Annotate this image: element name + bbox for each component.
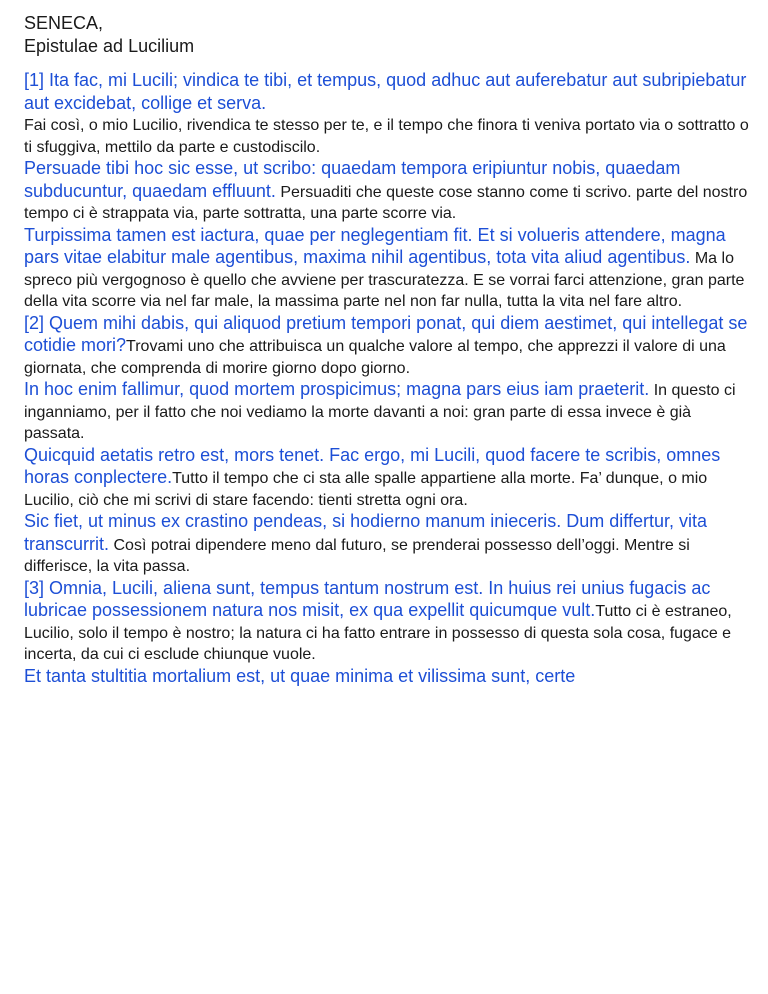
latin-passage-5: In hoc enim fallimur, quod mortem prospicimus; magna pars eius iam praeterit. [24, 379, 650, 399]
italian-translation-5: In questo ci inganniamo, per il fatto che noi vediamo la morte davanti a noi: gran parte di essa invece è già passata. [24, 382, 736, 442]
italian-translation-3: Ma lo spreco più vergognoso è quello che avviene per trascuratezza. E se vorrai farci attenzione, gran parte della vita scorre via nel far male, la massima parte nel non far nulla, tutta la vita nel fare altro. [24, 250, 745, 310]
latin-passage-7: Sic fiet, ut minus ex crastino pendeas, si hodierno manum inieceris. Dum differtur, vita transcurrit. [24, 511, 707, 554]
italian-translation-2: Persuaditi che queste cose stanno come ti scrivo. parte del nostro tempo ci è strappata via, parte sottratta, una parte scorre via. [24, 183, 748, 222]
author-heading: SENECA, [24, 13, 104, 33]
latin-passage-9: Et tanta stultitia mortalium est, ut quae minima et vilissima sunt, certe [24, 665, 576, 686]
italian-translation-7: Così potrai dipendere meno dal futuro, se prenderai possesso dell’oggi. Mentre si differisce, la vita passa. [24, 536, 690, 575]
italian-translation-4: Trovami uno che attribuisca un qualche valore al tempo, che apprezzi il valore di una giornata, che comprenda di morire giorno dopo giorno. [24, 338, 726, 377]
latin-passage-1: [1] Ita fac, mi Lucili; vindica te tibi, et tempus, quod adhuc aut auferebatur aut subripiebatur aut excidebat, collige et serva. [24, 70, 747, 113]
heading-spacer [24, 58, 750, 70]
latin-passage-4: [2] Quem mihi dabis, qui aliquod pretium tempori ponat, qui diem aestimet, qui intellegat se cotidie mori? [24, 312, 748, 355]
latin-passage-6: Quicquid aetatis retro est, mors tenet. Fac ergo, mi Lucili, quod facere te scribis, omnes horas conplectere. [24, 444, 721, 487]
work-title: Epistulae ad Lucilium [24, 36, 195, 56]
latin-passage-3: Turpissima tamen est iactura, quae per neglegentiam fit. Et si volueris attendere, magna pars vitae elabitur male agentibus, maxima nihil agentibus, tota vita aliud agentibus. [24, 224, 726, 267]
document-page [24, 12, 750, 688]
bilingual-text [24, 70, 750, 688]
latin-passage-8: [3] Omnia, Lucili, aliena sunt, tempus tantum nostrum est. In huius rei unius fugacis ac lubricae possessionem natura nos misit, ex qua expellit quicumque vult. [24, 577, 711, 620]
italian-translation-8: Tutto ci è estraneo, Lucilio, solo il tempo è nostro; la natura ci ha fatto entrare in possesso di questa sola cosa, fugace e incerta, da cui ci esclude chiunque vuole. [24, 603, 732, 663]
italian-translation-1: Fai così, o mio Lucilio, rivendica te stesso per te, e il tempo che finora ti veniva portato via o sottratto o ti sfuggiva, mettilo da parte e custodiscilo. [24, 117, 749, 156]
italian-translation-6: Tutto il tempo che ci sta alle spalle appartiene alla morte. Fa’ dunque, o mio Lucilio, ciò che mi scrivi di stare facendo: tienti stretta ogni ora. [24, 470, 708, 509]
latin-passage-2: Persuade tibi hoc sic esse, ut scribo: quaedam tempora eripiuntur nobis, quaedam subducuntur, quaedam effluunt. [24, 158, 681, 201]
